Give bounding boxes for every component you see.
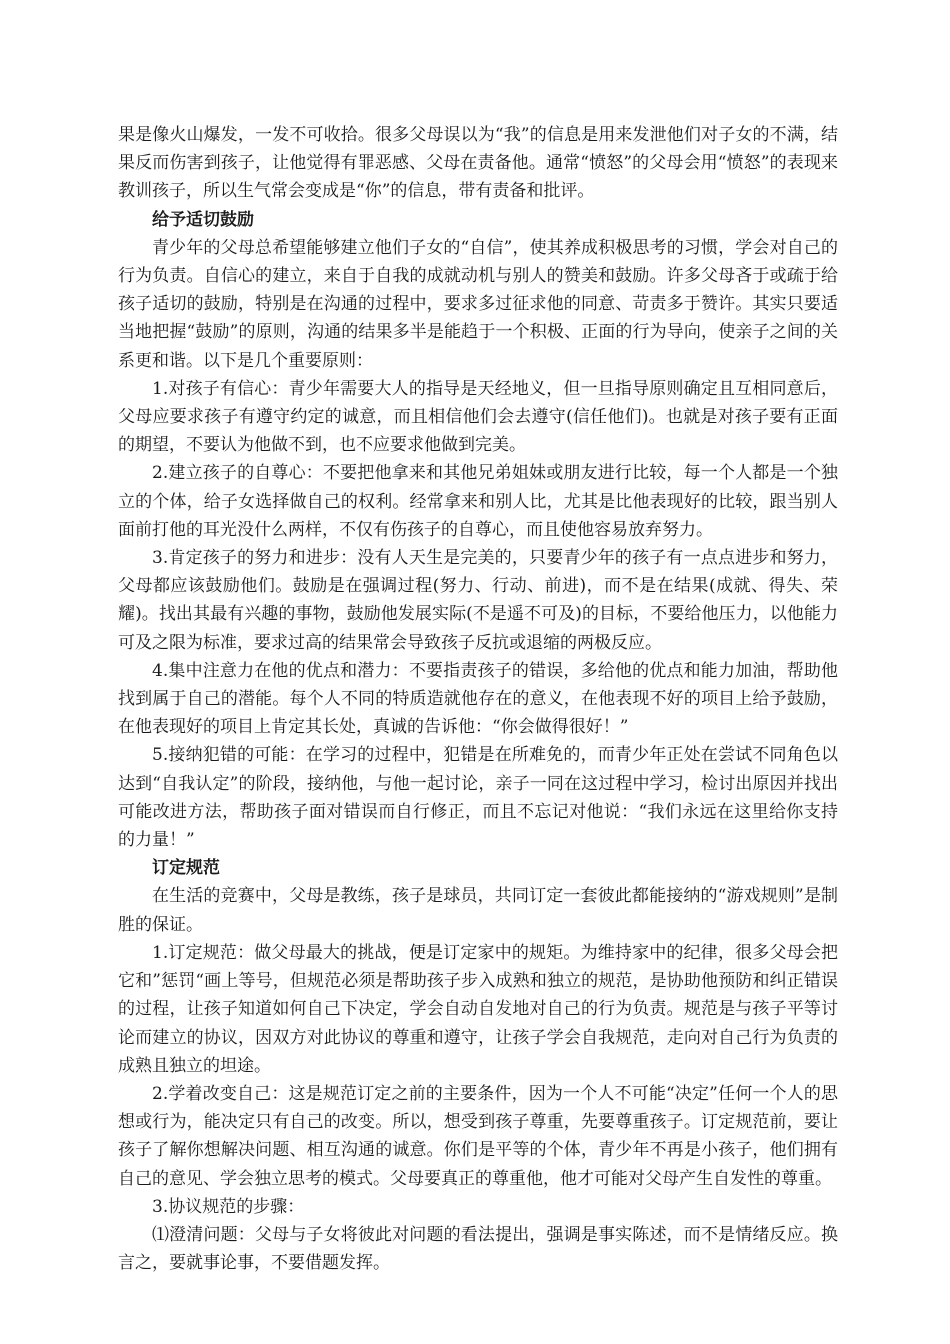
body-paragraph: 青少年的父母总希望能够建立他们子女的“自信”，使其养成积极思考的习惯，学会对自己的行为负责。自信心的建立，来自于自我的成就动机与别人的赞美和鼓励。许多父母吝于或疏于给孩子适切的鼓励，特别是在沟通的过程中，要求多过征求他的同意、苛责多于赞许。其实只要适当地把握“鼓励”的原则，沟通的结果多半是能趋于一个积极、正面的行为导向，使亲子之间的关系更和谐。以下是几个重要原则： <box>118 237 838 371</box>
list-item-rule-3: 3.协议规范的步骤： <box>152 1196 305 1217</box>
section-heading-rules: 订定规范 <box>152 858 220 879</box>
body-paragraph: 在生活的竞赛中，父母是教练，孩子是球员，共同订定一套彼此都能接纳的“游戏规则”是制胜的保证。 <box>118 886 838 935</box>
section-heading-encouragement: 给予适切鼓励 <box>152 209 254 230</box>
list-item-principle-2: 2.建立孩子的自尊心：不要把他拿来和其他兄弟姐妹或朋友进行比较，每一个人都是一个独立的个体，给子女选择做自己的权利。经常拿来和别人比，尤其是比他表现好的比较，跟当别人面前打他的耳光没什么两样，不仅有伤孩子的自尊心，而且使他容易放弃努力。 <box>118 463 838 540</box>
list-item-principle-5: 5.接纳犯错的可能：在学习的过程中，犯错是在所难免的，而青少年正处在尝试不同角色以达到“自我认定”的阶段，接纳他，与他一起讨论，亲子一同在这过程中学习，检讨出原因并找出可能改进方法，帮助孩子面对错误而自行修正，而且不忘记对他说：“我们永远在这里给你支持的力量！” <box>118 745 838 851</box>
document-page <box>118 121 838 1277</box>
list-item-rule-2: 2.学着改变自己：这是规范订定之前的主要条件，因为一个人不可能“决定”任何一个人的思想或行为，能决定只有自己的改变。所以，想受到孩子尊重，先要尊重孩子。订定规范前，要让孩子了解你想解决问题、相互沟通的诚意。你们是平等的个体，青少年不再是小孩子，他们拥有自己的意见、学会独立思考的模式。父母要真正的尊重他，他才可能对父母产生自发性的尊重。 <box>118 1083 838 1189</box>
list-item-rule-1: 1.订定规范：做父母最大的挑战，便是订定家中的规矩。为维持家中的纪律，很多父母会把它和”惩罚“画上等号，但规范必须是帮助孩子步入成熟和独立的规范，是协助他预防和纠正错误的过程，让孩子知道如何自己下决定，学会自动自发地对自己的行为负责。规范是与孩子平等讨论而建立的协议，因双方对此协议的尊重和遵守，让孩子学会自我规范，走向对自己行为负责的成熟且独立的坦途。 <box>118 942 838 1076</box>
sub-list-item-1: ⑴澄清问题：父母与子女将彼此对问题的看法提出，强调是事实陈述，而不是情绪反应。换言之，要就事论事，不要借题发挥。 <box>118 1224 838 1274</box>
list-item-principle-1: 1.对孩子有信心：青少年需要大人的指导是天经地义，但一旦指导原则确定且互相同意后，父母应要求孩子有遵守约定的诚意，而且相信他们会去遵守(信任他们)。也就是对孩子要有正面的期望，不要认为他做不到，也不应要求他做到完美。 <box>118 378 838 456</box>
list-item-principle-4: 4.集中注意力在他的优点和潜力：不要指责孩子的错误，多给他的优点和能力加油，帮助他找到属于自己的潜能。每个人不同的特质造就他存在的意义，在他表现不好的项目上给予鼓励，在他表现好的项目上肯定其长处，真诚的告诉他：“你会做得很好！” <box>118 660 838 738</box>
body-paragraph: 果是像火山爆发，一发不可收拾。很多父母误以为“我”的信息是用来发泄他们对子女的不满，结果反而伤害到孩子，让他觉得有罪恶感、父母在责备他。通常“愤怒”的父母会用“愤怒”的表现来教训孩子，所以生气常会变成是“你”的信息，带有责备和批评。 <box>118 125 838 202</box>
list-item-principle-3: 3.肯定孩子的努力和进步：没有人天生是完美的，只要青少年的孩子有一点点进步和努力，父母都应该鼓励他们。鼓励是在强调过程(努力、行动、前进)，而不是在结果(成就、得失、荣耀)。找出其最有兴趣的事物，鼓励他发展实际(不是遥不可及)的目标，不要给他压力，以他能力可及之限为标准，要求过高的结果常会导致孩子反抗或退缩的两极反应。 <box>118 548 838 653</box>
